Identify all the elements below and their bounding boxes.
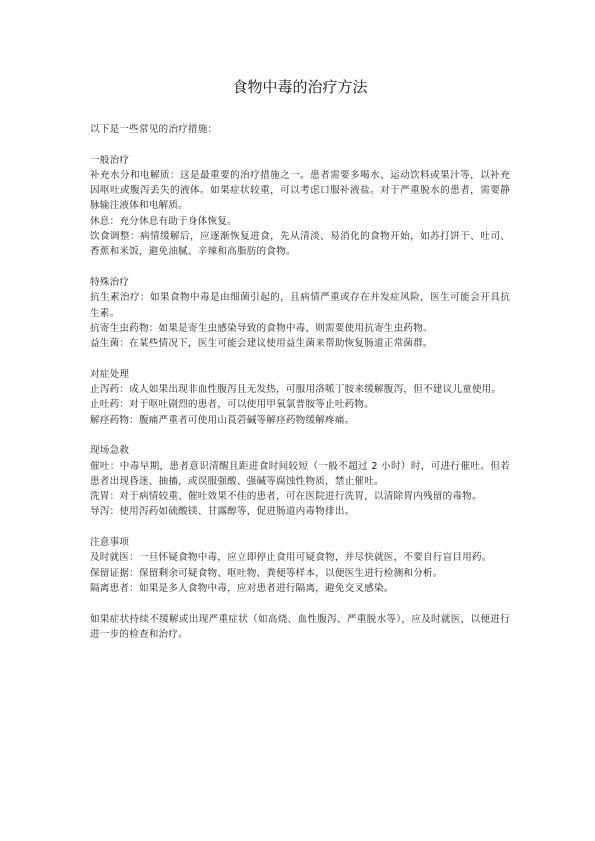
- spacer: [90, 520, 510, 535]
- section-heading: 现场急救: [90, 445, 130, 457]
- section-heading: 特殊治疗: [90, 276, 130, 288]
- intro-paragraph: 以下是一些常见的治疗措施：: [90, 124, 218, 135]
- spacer: [90, 137, 510, 152]
- section-item: 导泻：使用泻药如硫酸镁、甘露醇等，促进肠道内毒物排出。: [90, 506, 355, 518]
- section-special-treatment: [90, 275, 510, 351]
- section-item: 保留证据：保留剩余可疑食物、呕吐物、粪便等样本，以便医生进行检测和分析。: [90, 567, 443, 579]
- spacer: [90, 428, 510, 443]
- section-heading: 一般治疗: [90, 154, 130, 166]
- section-item: 止泻药：成人如果出现非血性腹泻且无发热，可服用洛哌丁胺来缓解腹泻，但不建议儿童使用。: [90, 384, 502, 396]
- section-item: 饮食调整：病情缓解后，应逐渐恢复进食，先从清淡、易消化的食物开始，如苏打饼干、吐司、香蕉和米饭，避免油腻、辛辣和高脂肪的食物。: [90, 231, 510, 258]
- section-item: 抗寄生虫药物：如果是寄生虫感染导致的食物中毒，则需要使用抗寄生虫药物。: [90, 322, 433, 334]
- section-item: 益生菌：在某些情况下，医生可能会建议使用益生菌来帮助恢复肠道正常菌群。: [90, 338, 433, 350]
- closing-paragraph: 如果症状持续不缓解或出现严重症状（如高烧、血性腹泻、严重脱水等），应及时就医，以便进行进一步的检查和治疗。: [90, 613, 510, 640]
- spacer: [90, 351, 510, 366]
- section-item: 洗胃：对于病情较重、催吐效果不佳的患者，可在医院进行洗胃，以清除胃内残留的毒物。: [90, 491, 482, 503]
- section-first-aid: [90, 443, 510, 519]
- section-precautions: [90, 535, 510, 596]
- section-item: 休息：充分休息有助于身体恢复。: [90, 215, 237, 227]
- section-item: 催吐：中毒早期，患者意识清醒且距进食时间较短（一般不超过 2 小时）时，可进行催吐。但若患者出现昏迷、抽搐，或误服强酸、强碱等腐蚀性物质，禁止催吐。: [90, 460, 510, 487]
- section-item: 补充水分和电解质：这是最重要的治疗措施之一。患者需要多喝水、运动饮料或果汁等，以补充因呕吐或腹泻丢失的液体。如果症状较重，可以考虑口服补液盐。对于严重脱水的患者，需要静脉输注液体和电解质。: [90, 169, 510, 212]
- spacer: [90, 596, 510, 611]
- section-general-treatment: [90, 153, 510, 260]
- section-item: 及时就医：一旦怀疑食物中毒，应立即停止食用可疑食物，并尽快就医，不要自行盲目用药。: [90, 552, 492, 564]
- spacer: [90, 260, 510, 275]
- section-heading: 对症处理: [90, 368, 130, 380]
- section-item: 隔离患者：如果是多人食物中毒，应对患者进行隔离，避免交叉感染。: [90, 582, 394, 594]
- section-item: 止吐药：对于呕吐剧烈的患者，可以使用甲氧氯普胺等止吐药物。: [90, 399, 375, 411]
- document-page: [90, 76, 510, 642]
- section-heading: 注意事项: [90, 537, 130, 549]
- section-item: 抗生素治疗：如果食物中毒是由细菌引起的，且病情严重或存在并发症风险，医生可能会开具抗生素。: [90, 292, 510, 319]
- section-item: 解痉药物：腹痛严重者可使用山莨菪碱等解痉药物缓解疼痛。: [90, 414, 355, 426]
- document-title: 食物中毒的治疗方法: [232, 78, 368, 96]
- section-symptomatic-treatment: [90, 367, 510, 428]
